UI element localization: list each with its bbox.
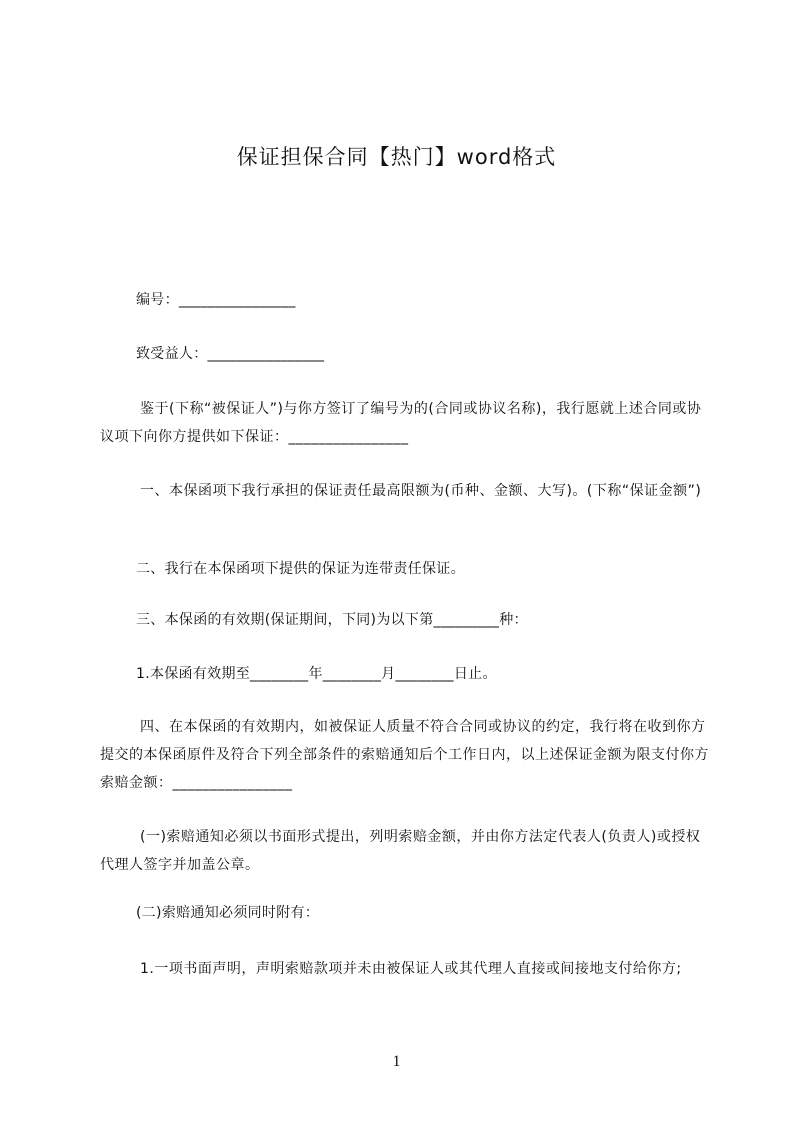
document-title: 保证担保合同【热门】word格式 bbox=[236, 145, 557, 169]
paragraph-written-statement: 1.一项书面声明，声明索赔款项并未由被保证人或其代理人直接或间接地支付给你方; bbox=[140, 961, 682, 977]
paragraph-claim-condition-1: (一)索赔通知必须以书面形式提出，列明索赔金额，并由你方法定代表人(负责人)或授权代理人签字并加盖公章。 bbox=[100, 829, 701, 873]
paragraph-preamble: 鉴于(下称“被保证人”)与你方签订了编号为的(合同或协议名称)，我行愿就上述合同或协议项下向你方提供如下保证：________________ bbox=[100, 401, 702, 445]
page-number: 1 bbox=[392, 1053, 401, 1070]
paragraph-claim-condition-2: (二)索赔通知必须同时附有： bbox=[136, 905, 320, 921]
paragraph-validity-option-1: 1.本保函有效期至________年________月________日止。 bbox=[136, 666, 497, 682]
paragraph-clause-4: 四、在本保函的有效期内，如被保证人质量不符合合同或协议的约定，我行将在收到你方提交的本保函原件及符合下列全部条件的索赔通知后个工作日内，以上述保证金额为限支付你方索赔金额：________________ bbox=[100, 719, 709, 791]
paragraph-beneficiary: 致受益人：________________ bbox=[136, 346, 325, 362]
paragraph-clause-2: 二、我行在本保函项下提供的保证为连带责任保证。 bbox=[136, 561, 465, 577]
paragraph-clause-3: 三、本保函的有效期(保证期间，下同)为以下第_________种： bbox=[136, 612, 528, 628]
paragraph-clause-1: 一、本保函项下我行承担的保证责任最高限额为(币种、金额、大写)。(下称“保证金额”) bbox=[140, 483, 702, 499]
paragraph-serial-number: 编号：________________ bbox=[136, 292, 296, 308]
